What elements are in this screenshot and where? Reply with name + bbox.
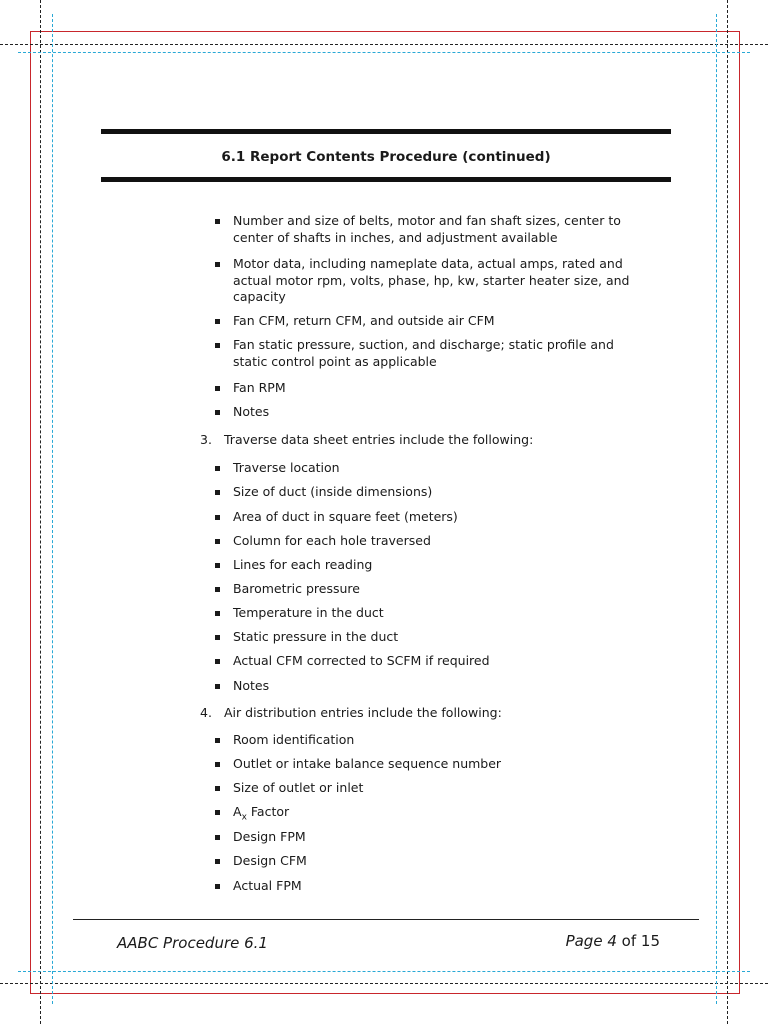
footer-rule <box>73 919 699 920</box>
bleed-line-right <box>716 14 717 1004</box>
list-item: Fan RPM <box>233 380 643 397</box>
crop-line-top <box>0 44 768 45</box>
page-total: of 15 <box>621 932 660 950</box>
ax-subscript: x <box>241 812 247 823</box>
list-item: Size of outlet or inlet <box>233 780 643 797</box>
section-4-heading <box>200 705 640 722</box>
ax-letter: A <box>233 804 242 819</box>
page-title: 6.1 Report Contents Procedure (continued) <box>221 149 551 165</box>
footer-page-number <box>566 932 660 950</box>
page-current: 4 <box>607 932 617 950</box>
list-item: Design CFM <box>233 853 643 870</box>
list-item: Outlet or intake balance sequence number <box>233 756 643 773</box>
list-item: Motor data, including nameplate data, actual amps, rated and actual motor rpm, volts, phase, hp, kw, starter heater size, and capacity <box>233 256 643 306</box>
list-item: Actual FPM <box>233 878 643 895</box>
footer-procedure-name: AABC Procedure 6.1 <box>117 934 268 952</box>
list-item: Lines for each reading <box>233 557 643 574</box>
list-item: Fan static pressure, suction, and discharge; static profile and static control point as applicable <box>233 337 643 370</box>
list-item: Static pressure in the duct <box>233 629 643 646</box>
section-number: 4. <box>200 705 212 720</box>
section-text: Air distribution entries include the following: <box>224 705 502 720</box>
list-item-ax-factor <box>233 804 643 826</box>
list-item: Notes <box>233 678 643 695</box>
list-item: Room identification <box>233 732 643 749</box>
ax-factor-label: Factor <box>250 804 290 819</box>
list-item: Temperature in the duct <box>233 605 643 622</box>
list-item: Fan CFM, return CFM, and outside air CFM <box>233 313 643 330</box>
section-3-heading <box>200 432 640 449</box>
header-rule-top <box>101 129 671 134</box>
list-item: Traverse location <box>233 460 643 477</box>
list-item: Column for each hole traversed <box>233 533 643 550</box>
section-number: 3. <box>200 432 212 447</box>
list-item: Design FPM <box>233 829 643 846</box>
section-text: Traverse data sheet entries include the following: <box>224 432 534 447</box>
list-item: Number and size of belts, motor and fan shaft sizes, center to center of shafts in inches, and adjustment available <box>233 213 643 246</box>
crop-line-bottom <box>0 983 768 984</box>
bleed-line-left <box>52 14 53 1004</box>
list-item: Notes <box>233 404 643 421</box>
list-item: Size of duct (inside dimensions) <box>233 484 643 501</box>
page-label: Page <box>565 932 603 950</box>
bleed-line-top <box>18 52 750 53</box>
header-rule-bottom <box>101 177 671 182</box>
crop-line-left <box>40 0 41 1024</box>
list-item: Barometric pressure <box>233 581 643 598</box>
bleed-line-bottom <box>18 971 750 972</box>
list-item: Area of duct in square feet (meters) <box>233 509 643 526</box>
crop-line-right <box>727 0 728 1024</box>
list-item: Actual CFM corrected to SCFM if required <box>233 653 643 670</box>
